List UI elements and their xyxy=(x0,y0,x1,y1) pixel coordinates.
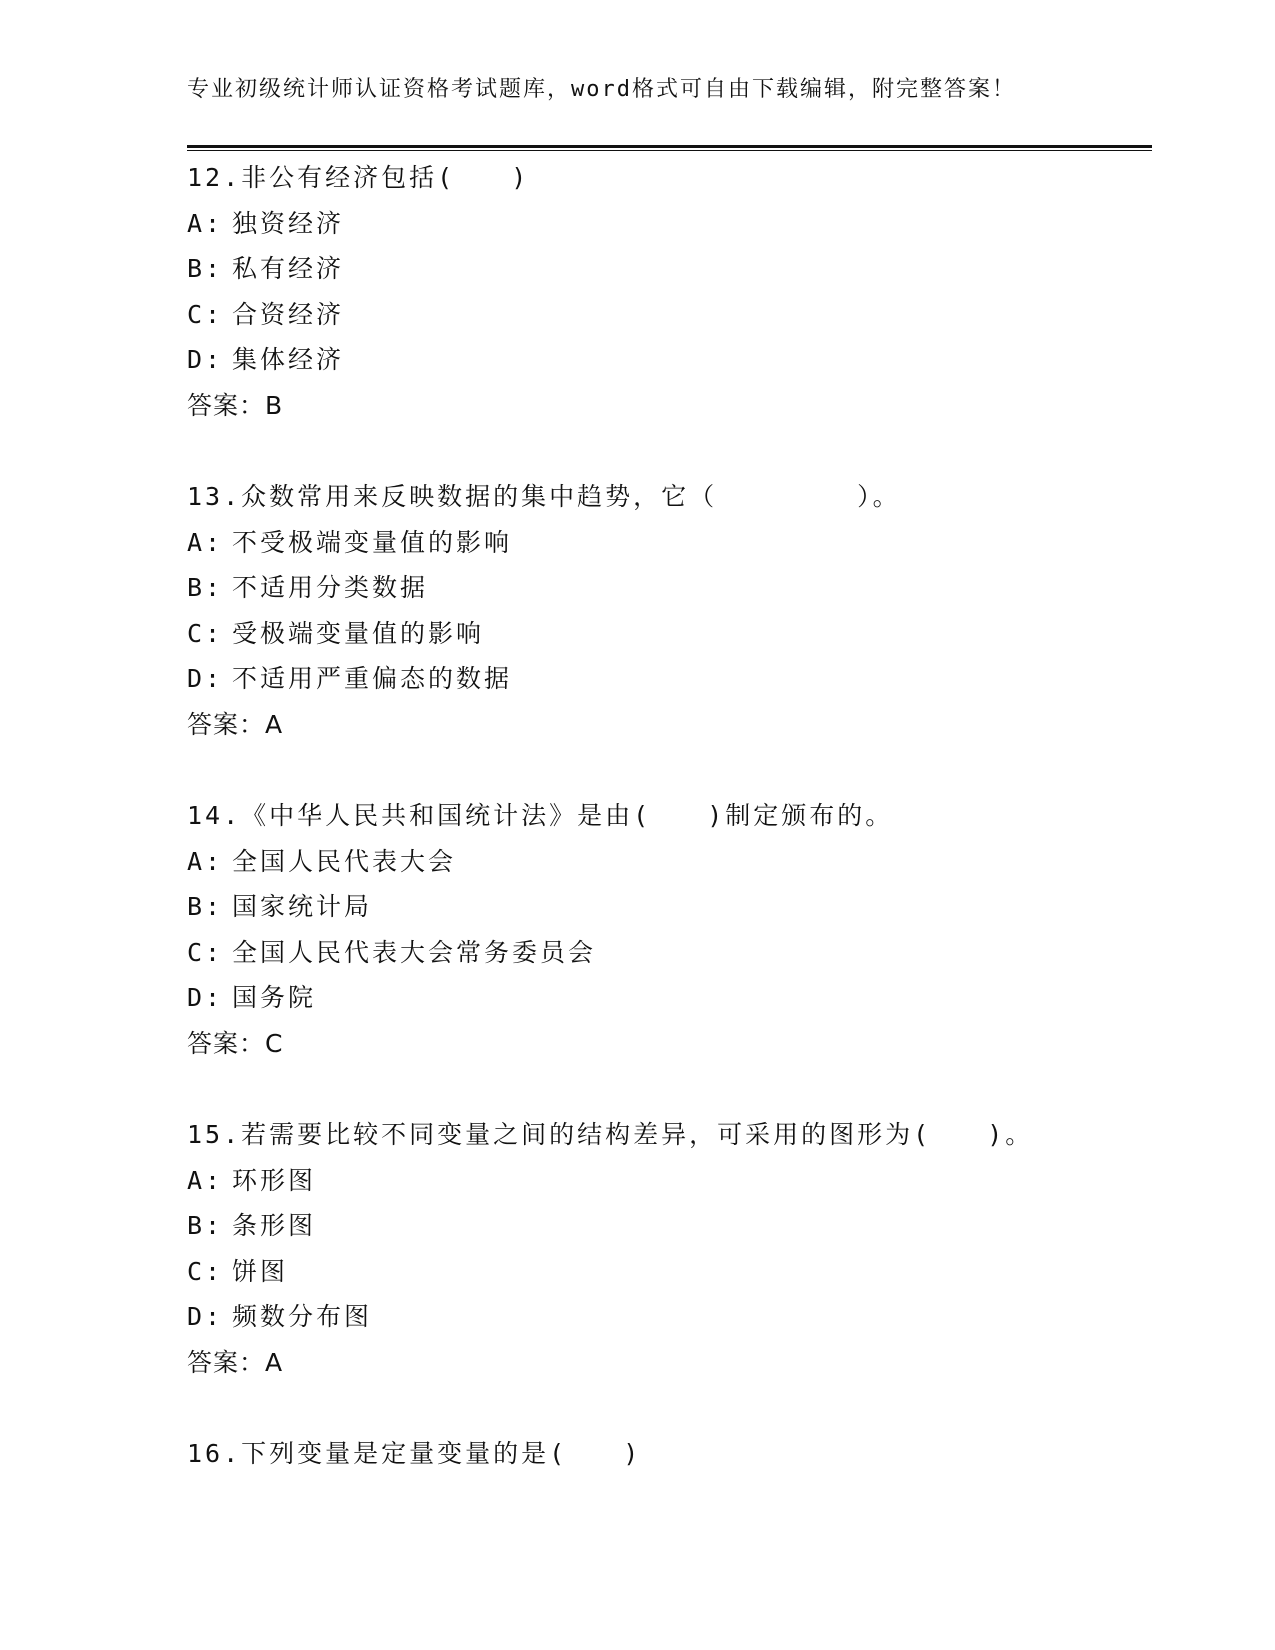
answer-line: 答案：C xyxy=(187,1028,284,1058)
question-spacer xyxy=(187,428,1152,474)
option-d xyxy=(187,656,1152,702)
option-key: D: xyxy=(187,664,224,693)
option-text: 不适用严重偏态的数据 xyxy=(232,664,513,693)
option-text: 环形图 xyxy=(232,1165,317,1195)
question-list xyxy=(187,155,1152,1477)
option-text: 独资经济 xyxy=(232,208,345,238)
option-a xyxy=(187,520,1152,566)
option-b xyxy=(187,1203,1152,1249)
option-text: 条形图 xyxy=(232,1211,317,1240)
option-text: 不适用分类数据 xyxy=(232,573,429,602)
question-13 xyxy=(187,474,1152,747)
option-key: B: xyxy=(187,1211,224,1240)
question-stem: 14.《中华人民共和国统计法》是由( )制定颁布的。 xyxy=(187,801,894,830)
option-key: A: xyxy=(187,1165,224,1195)
option-b xyxy=(187,884,1152,930)
answer-line: 答案：A xyxy=(187,1347,284,1377)
option-key: A: xyxy=(187,527,224,557)
option-text: 国家统计局 xyxy=(232,892,373,921)
option-text: 合资经济 xyxy=(232,299,345,329)
option-text: 全国人民代表大会 xyxy=(232,846,457,876)
question-12 xyxy=(187,155,1152,428)
option-key: B: xyxy=(187,892,224,921)
option-text: 受极端变量值的影响 xyxy=(232,618,485,648)
option-text: 集体经济 xyxy=(232,345,345,374)
option-key: C: xyxy=(187,937,224,967)
option-key: A: xyxy=(187,846,224,876)
document-header: 专业初级统计师认证资格考试题库，word格式可自由下载编辑，附完整答案！ xyxy=(187,77,1016,102)
option-key: D: xyxy=(187,1302,224,1331)
answer-line: 答案：A xyxy=(187,709,284,739)
question-stem: 12.非公有经济包括( ) xyxy=(187,163,530,192)
option-text: 私有经济 xyxy=(232,254,345,283)
option-text: 不受极端变量值的影响 xyxy=(232,527,513,557)
question-stem: 13.众数常用来反映数据的集中趋势，它（ ）。 xyxy=(187,482,901,511)
option-text: 饼图 xyxy=(232,1256,289,1286)
option-c xyxy=(187,292,1152,338)
option-d xyxy=(187,1294,1152,1340)
option-key: D: xyxy=(187,983,224,1012)
option-a xyxy=(187,839,1152,885)
option-key: C: xyxy=(187,299,224,329)
option-d xyxy=(187,337,1152,383)
option-text: 全国人民代表大会常务委员会 xyxy=(232,937,597,967)
question-spacer xyxy=(187,747,1152,793)
question-14 xyxy=(187,793,1152,1066)
question-spacer xyxy=(187,1385,1152,1431)
option-a xyxy=(187,201,1152,247)
question-stem: 15.若需要比较不同变量之间的结构差异，可采用的图形为( )。 xyxy=(187,1120,1034,1149)
option-a xyxy=(187,1158,1152,1204)
option-d xyxy=(187,975,1152,1021)
option-text: 国务院 xyxy=(232,983,317,1012)
option-c xyxy=(187,930,1152,976)
option-text: 频数分布图 xyxy=(232,1302,373,1331)
option-key: A: xyxy=(187,208,224,238)
question-15 xyxy=(187,1112,1152,1385)
answer-line: 答案：B xyxy=(187,390,284,420)
question-16 xyxy=(187,1431,1152,1477)
option-key: D: xyxy=(187,345,224,374)
option-key: C: xyxy=(187,1256,224,1286)
question-stem: 16.下列变量是定量变量的是( ) xyxy=(187,1439,642,1468)
header-rule-thick xyxy=(187,145,1152,148)
option-key: B: xyxy=(187,254,224,283)
option-key: B: xyxy=(187,573,224,602)
option-key: C: xyxy=(187,618,224,648)
question-spacer xyxy=(187,1066,1152,1112)
option-c xyxy=(187,1249,1152,1295)
option-c xyxy=(187,611,1152,657)
option-b xyxy=(187,565,1152,611)
header-rule-thin xyxy=(187,150,1152,151)
option-b xyxy=(187,246,1152,292)
